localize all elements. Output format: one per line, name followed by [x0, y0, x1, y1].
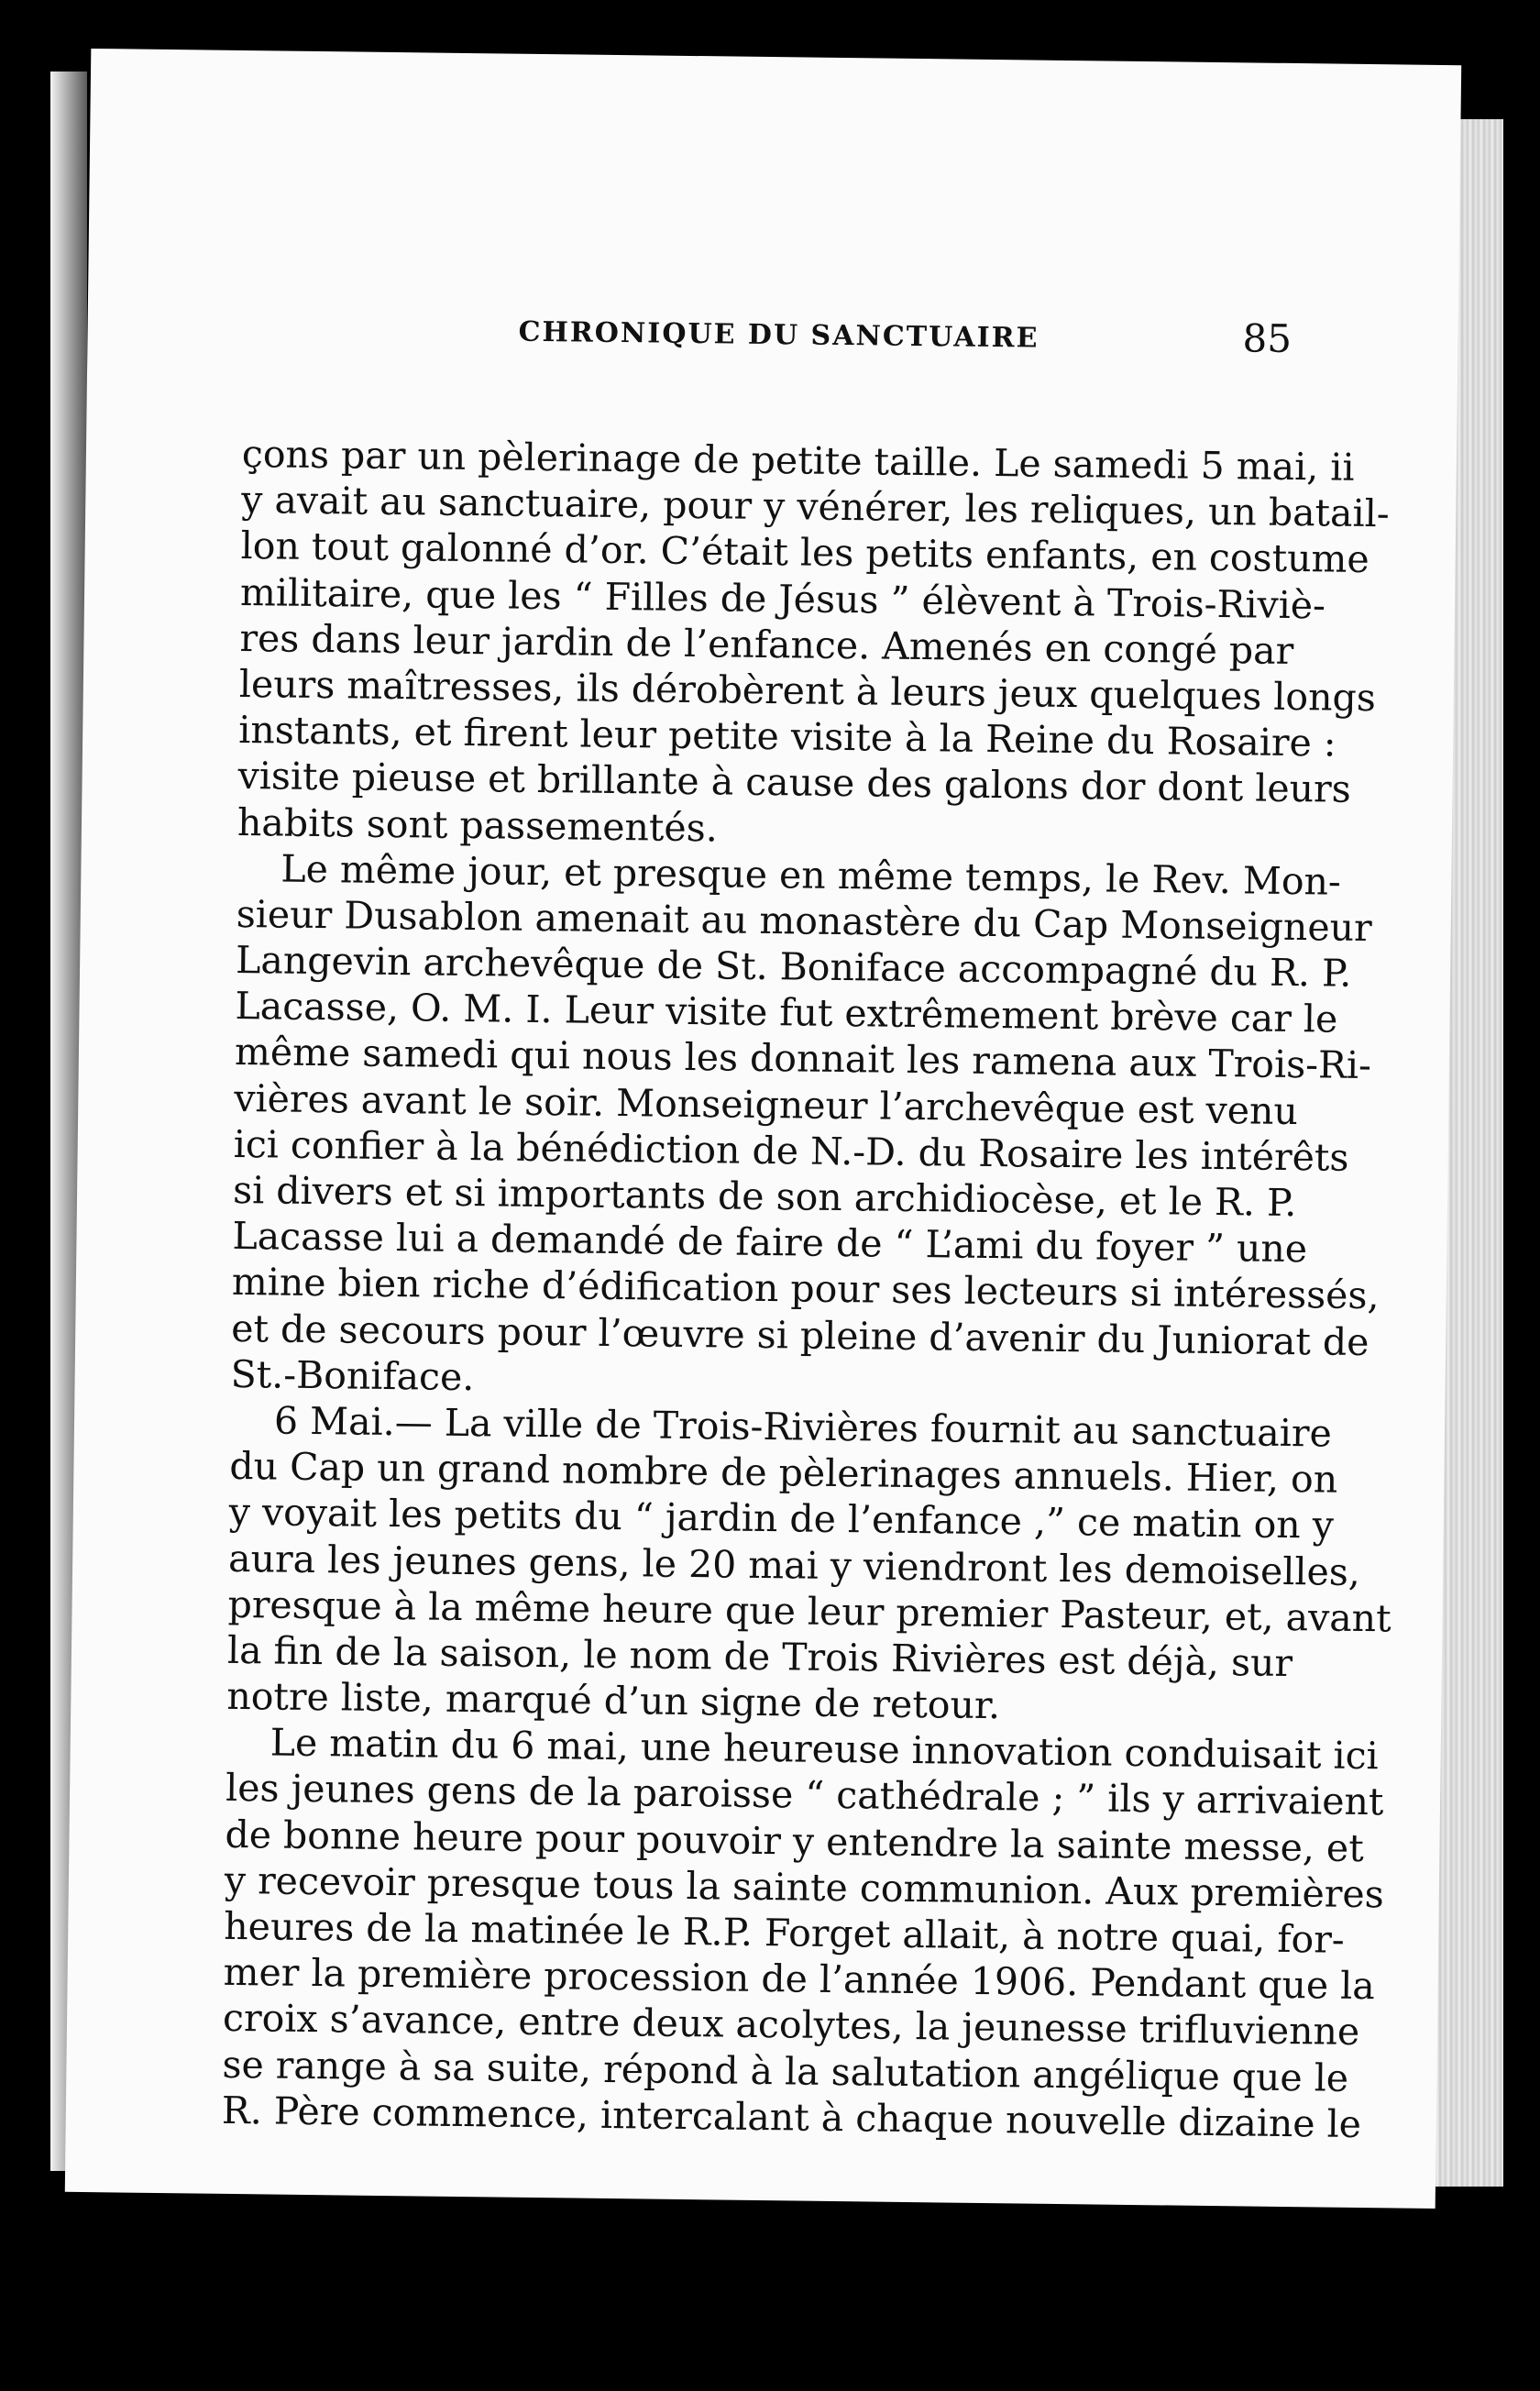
text-line: leurs maîtresses, ils dérobèrent à leurs jeux quelques longs: [238, 661, 1377, 721]
text-line: habits sont passementés.: [236, 799, 719, 850]
text-line: res dans leur jardin de l’enfance. Amenés en congé par: [239, 615, 1294, 673]
text-line: vières avant le soir. Monseigneur l’archevêque est venu: [234, 1075, 1299, 1133]
running-head: [518, 300, 1307, 365]
text-line: se range à sa suite, répond à la salutation angélique que le: [222, 2042, 1349, 2100]
text-line: notre liste, marqué d’un signe de retour.: [226, 1673, 1001, 1728]
text-line: mine bien riche d’édification pour ses lecteurs si intéressés,: [231, 1260, 1380, 1318]
text-line: les jeunes gens de la paroisse “ cathédrale ; ” ils y arrivaient: [225, 1766, 1384, 1824]
text-line: Lacasse lui a demandé de faire de “ L’ami du foyer ” une: [232, 1214, 1308, 1272]
text-line: Le matin du 6 mai, une heureuse innovation conduisait ici: [270, 1720, 1379, 1779]
text-line: même samedi qui nous les donnait les ramena aux Trois-Ri-: [234, 1030, 1372, 1088]
text-line: du Cap un grand nombre de pèlerinages annuels. Hier, on: [229, 1444, 1338, 1502]
text-line: et de secours pour l’œuvre si pleine d’avenir du Juniorat de: [231, 1306, 1370, 1364]
text-line: lon tout galonné d’or. C’était les petits enfants, en costume: [240, 523, 1370, 582]
text-line: sieur Dusablon amenait au monastère du Cap Monseigneur: [236, 891, 1372, 950]
text-line: militaire, que les “ Filles de Jésus ” élèvent à Trois-Riviè-: [239, 569, 1326, 628]
text-line: aura les jeunes gens, le 20 mai y viendront les demoiselles,: [227, 1536, 1361, 1594]
text-line: croix s’avance, entre deux acolytes, la jeunesse trifluvienne: [222, 1996, 1360, 2055]
text-line: mer la première procession de l’année 1906. Pendant que la: [223, 1950, 1376, 2009]
text-line: 6 Mai.— La ville de Trois-Rivières fournit au sanctuaire: [273, 1398, 1333, 1456]
page-number: 85: [1242, 315, 1292, 361]
text-line: y recevoir presque tous la sainte communion. Aux premières: [224, 1857, 1385, 1917]
book-page: [65, 49, 1461, 2209]
text-line: heures de la matinée le R.P. Forget allait, à notre quai, for-: [224, 1903, 1346, 1962]
text-line: Lacasse, O. M. I. Leur visite fut extrêmement brève car le: [235, 984, 1338, 1041]
text-line: visite pieuse et brillante à cause des galons dor dont leurs: [237, 754, 1352, 812]
text-line: Le même jour, et presque en même temps, le Rev. Mon-: [280, 846, 1342, 904]
text-line: si divers et si importants de son archidiocèse, et le R. P.: [232, 1167, 1297, 1226]
text-line: St.-Boniface.: [230, 1351, 475, 1399]
text-line: çons par un pèlerinage de petite taille. Le samedi 5 mai, ii: [241, 432, 1355, 490]
text-line: R. Père commence, intercalant à chaque nouvelle dizaine le: [221, 2088, 1362, 2146]
text-line: instants, et firent leur petite visite à la Reine du Rosaire :: [237, 708, 1336, 766]
text-line: de bonne heure pour pouvoir y entendre la sainte messe, et: [225, 1812, 1365, 1870]
text-line: la fin de la saison, le nom de Trois Rivières est déjà, sur: [226, 1627, 1293, 1685]
running-title: CHRONIQUE DU SANCTUAIRE: [518, 315, 1040, 355]
text-line: y avait au sanctuaire, pour y vénérer, les reliques, un batail-: [241, 478, 1390, 536]
text-line: y voyait les petits du “ jardin de l’enfance ,” ce matin on y: [228, 1490, 1335, 1548]
text-line: Langevin archevêque de St. Boniface accompagné du R. P.: [235, 938, 1352, 996]
text-line: ici confier à la bénédiction de N.-D. du Rosaire les intérêts: [233, 1121, 1349, 1180]
body-text: [221, 431, 1392, 2146]
text-line: presque à la même heure que leur premier Pasteur, et, avant: [227, 1581, 1392, 1641]
